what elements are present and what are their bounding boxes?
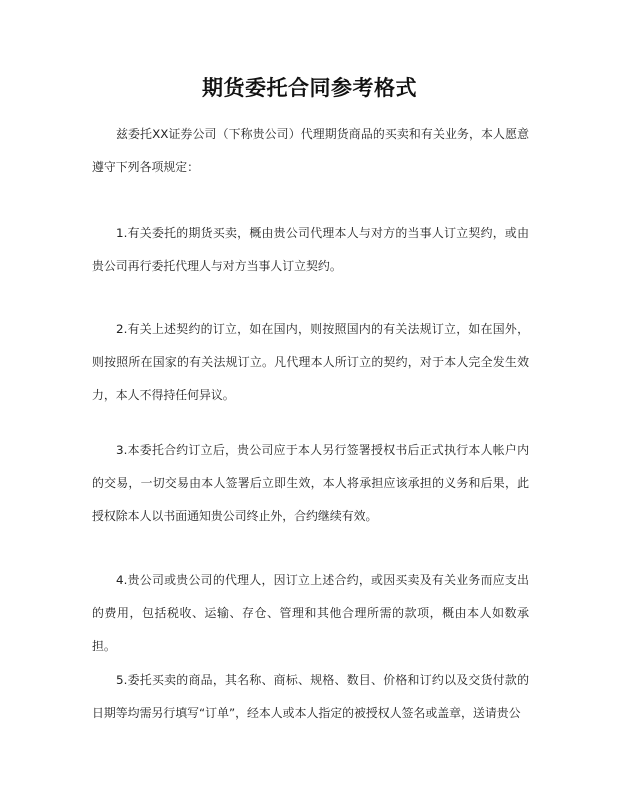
intro-paragraph: 兹委托XX证券公司（下称贵公司）代理期货商品的买卖和有关业务，本人愿意遵守下列各项规定： xyxy=(92,127,529,174)
document-title: 期货委托合同参考格式 xyxy=(202,76,417,100)
clause-4-paragraph: 4.贵公司或贵公司的代理人，因订立上述合约，或因买卖及有关业务而应支出的费用，包括税收、运输、存仓、管理和其他合理所需的款项，概由本人如数承担。 xyxy=(92,573,529,653)
clause-5-paragraph: 5.委托买卖的商品，其名称、商标、规格、数目、价格和订约以及交货付款的日期等均需另行填写“订单”，经本人或本人指定的被授权人签名或盖章，送请贵公 xyxy=(92,673,529,720)
clause-1-paragraph: 1.有关委托的期货买卖，概由贵公司代理本人与对方的当事人订立契约，或由贵公司再行委托代理人与对方当事人订立契约。 xyxy=(92,226,529,273)
clause-2-paragraph: 2.有关上述契约的订立，如在国内，则按照国内的有关法规订立，如在国外，则按照所在国家的有关法规订立。凡代理本人所订立的契约，对于本人完全发生效力，本人不得持任何异议。 xyxy=(92,322,529,402)
clause-3-paragraph: 3.本委托合约订立后，贵公司应于本人另行签署授权书后正式执行本人帐户内的交易，一切交易由本人签署后立即生效，本人将承担应该承担的义务和后果，此授权除本人以书面通知贵公司终止外，合约继续有效。 xyxy=(92,443,529,523)
